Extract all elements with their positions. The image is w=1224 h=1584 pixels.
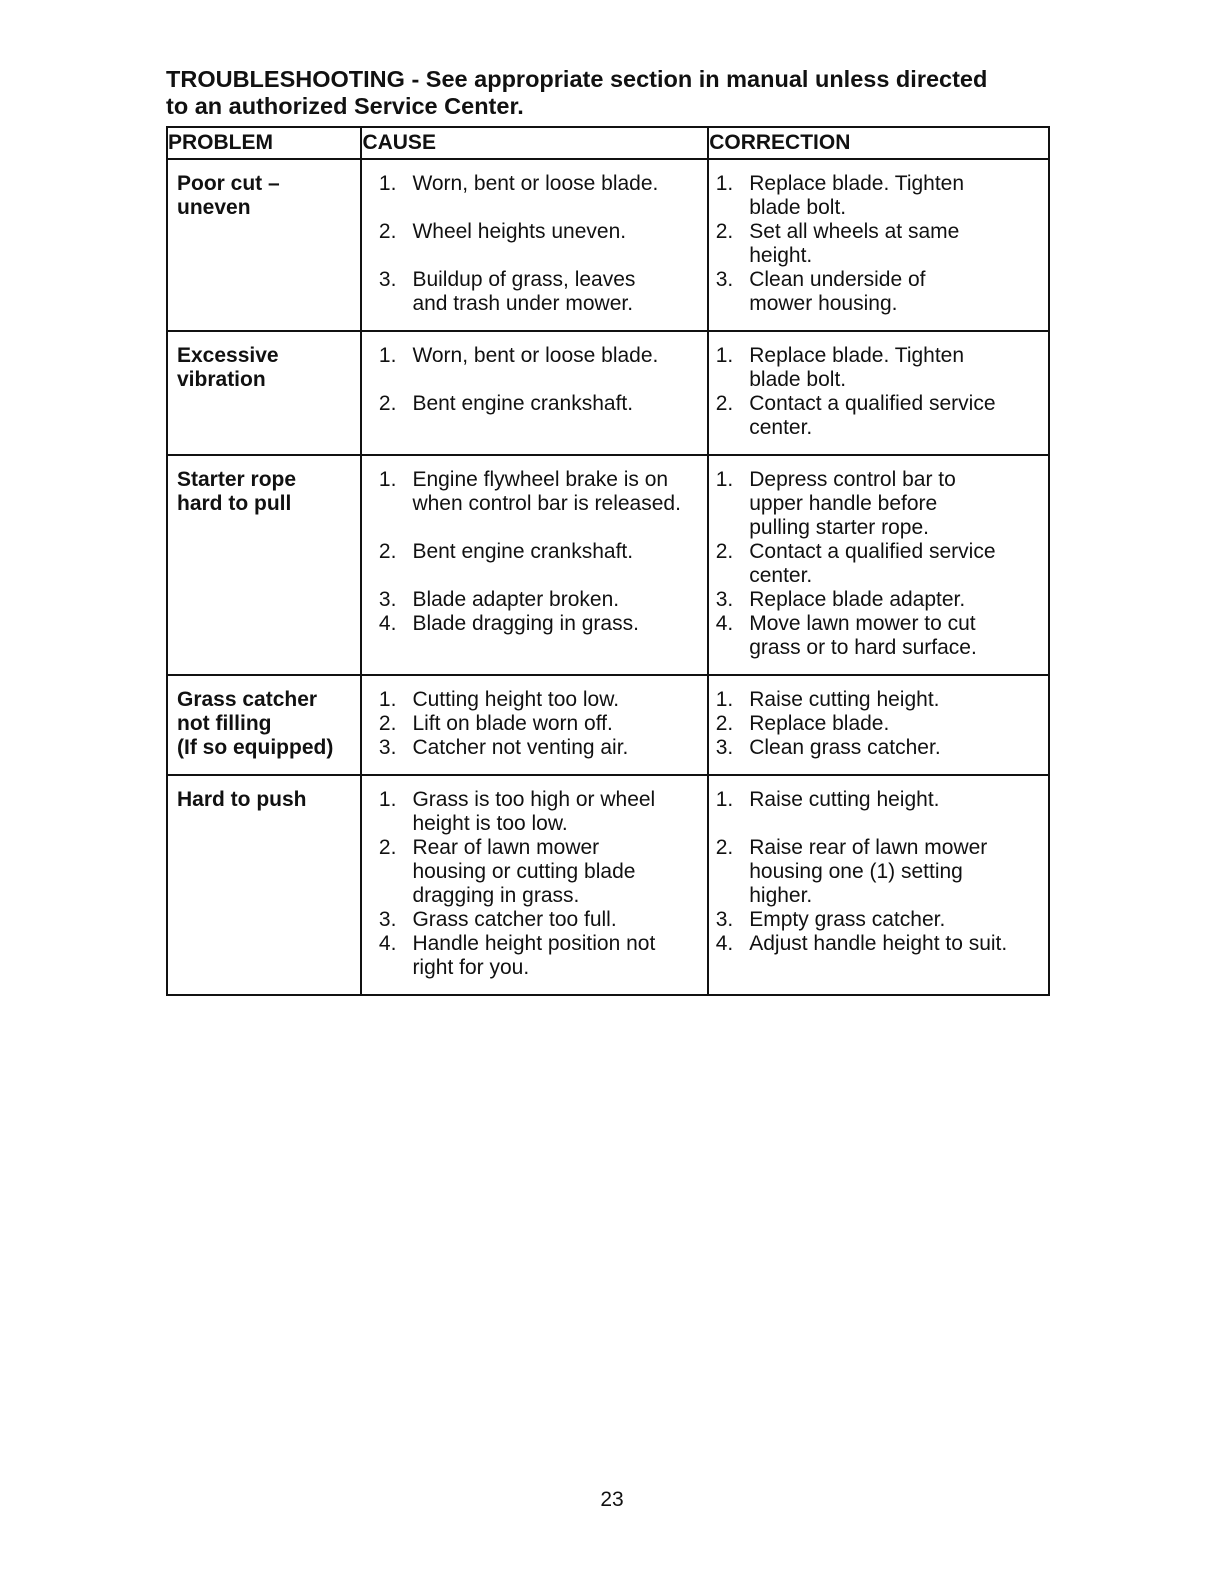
- correction-item: [709, 268, 1048, 316]
- correction-item: [709, 392, 1048, 440]
- correction-item: [709, 468, 1048, 540]
- cause-item: [362, 344, 707, 368]
- correction-cell: [708, 455, 1049, 675]
- cause-item: [362, 736, 707, 760]
- item-number: 1.: [378, 688, 397, 711]
- table-row: [167, 455, 1049, 675]
- item-text: blade bolt.: [749, 196, 847, 219]
- item-text: center.: [749, 416, 813, 439]
- cause-item: [362, 468, 707, 516]
- item-text: Catcher not venting air.: [412, 736, 629, 759]
- correction-cell: [708, 775, 1049, 995]
- item-number: 2.: [715, 392, 734, 415]
- table-header-row: [167, 127, 1049, 159]
- item-text: Handle height position not: [412, 932, 656, 955]
- item-number: 1.: [715, 172, 734, 195]
- table-row: [167, 159, 1049, 331]
- item-number: 1.: [715, 468, 734, 491]
- item-text: right for you.: [412, 956, 530, 979]
- correction-cell: [708, 675, 1049, 775]
- correction-cell: [708, 159, 1049, 331]
- cause-cell: [361, 331, 708, 455]
- correction-item: [709, 588, 1048, 612]
- item-text: when control bar is released.: [412, 492, 681, 515]
- item-number: 4.: [378, 612, 397, 635]
- item-number: 3.: [378, 588, 397, 611]
- troubleshooting-table: [166, 126, 1050, 996]
- item-text: Grass is too high or wheel: [412, 788, 656, 811]
- problem-cell: [167, 159, 361, 331]
- item-text: Contact a qualified service: [749, 392, 996, 415]
- item-text: Raise cutting height.: [749, 688, 940, 711]
- problem-label: Excessive: [177, 344, 279, 367]
- item-number: 1.: [378, 344, 397, 367]
- item-text: dragging in grass.: [412, 884, 580, 907]
- problem-label: uneven: [177, 196, 251, 219]
- problem-label: (If so equipped): [177, 736, 334, 759]
- correction-item: [709, 908, 1048, 932]
- item-number: 4.: [715, 612, 734, 635]
- item-number: 2.: [715, 712, 734, 735]
- item-number: 3.: [715, 908, 734, 931]
- item-text: housing one (1) setting: [749, 860, 963, 883]
- item-text: center.: [749, 564, 813, 587]
- problem-label: hard to pull: [177, 492, 292, 515]
- problem-cell: [167, 455, 361, 675]
- cause-item: [362, 908, 707, 932]
- item-number: 4.: [378, 932, 397, 955]
- heading-line-2: to an authorized Service Center.: [166, 93, 524, 119]
- cause-item: [362, 688, 707, 712]
- item-number: 3.: [378, 908, 397, 931]
- item-text: Raise cutting height.: [749, 788, 940, 811]
- correction-item: [709, 344, 1048, 392]
- item-text: grass or to hard surface.: [749, 636, 977, 659]
- problem-label: Grass catcher: [177, 688, 318, 711]
- item-text: Contact a qualified service: [749, 540, 996, 563]
- item-text: Buildup of grass, leaves: [412, 268, 636, 291]
- item-number: 2.: [378, 836, 397, 859]
- problem-label: Hard to push: [177, 788, 307, 811]
- item-text: Bent engine crankshaft.: [412, 540, 634, 563]
- problem-cell: [167, 675, 361, 775]
- table-row: [167, 331, 1049, 455]
- page-heading: [166, 66, 1066, 120]
- correction-item: [709, 220, 1048, 268]
- item-number: 2.: [378, 540, 397, 563]
- item-number: 2.: [378, 392, 397, 415]
- item-text: and trash under mower.: [412, 292, 634, 315]
- table-row: [167, 775, 1049, 995]
- problem-cell: [167, 331, 361, 455]
- correction-cell: [708, 331, 1049, 455]
- problem-label: Starter rope: [177, 468, 297, 491]
- item-text: Worn, bent or loose blade.: [412, 344, 659, 367]
- item-number: 2.: [378, 220, 397, 243]
- cause-item: [362, 712, 707, 736]
- item-text: Replace blade. Tighten: [749, 344, 965, 367]
- item-number: 1.: [715, 788, 734, 811]
- cause-item: [362, 932, 707, 980]
- cause-item: [362, 540, 707, 564]
- item-text: pulling starter rope.: [749, 516, 929, 539]
- header-cause: CAUSE: [361, 127, 708, 159]
- heading-line-1: TROUBLESHOOTING - See appropriate section in manual unless directed: [166, 66, 988, 92]
- item-text: Clean grass catcher.: [749, 736, 941, 759]
- cause-item: [362, 836, 707, 908]
- item-number: 2.: [378, 712, 397, 735]
- cause-item: [362, 612, 707, 636]
- item-text: Blade dragging in grass.: [412, 612, 639, 635]
- cause-item: [362, 268, 707, 316]
- item-text: Blade adapter broken.: [412, 588, 620, 611]
- item-number: 2.: [715, 836, 734, 859]
- item-text: Raise rear of lawn mower: [749, 836, 988, 859]
- item-text: Cutting height too low.: [412, 688, 620, 711]
- item-number: 3.: [715, 588, 734, 611]
- item-text: Grass catcher too full.: [412, 908, 617, 931]
- cause-item: [362, 392, 707, 416]
- item-text: blade bolt.: [749, 368, 847, 391]
- item-text: height is too low.: [412, 812, 568, 835]
- item-text: Empty grass catcher.: [749, 908, 946, 931]
- correction-item: [709, 540, 1048, 588]
- problem-cell: [167, 775, 361, 995]
- item-number: 3.: [715, 736, 734, 759]
- item-text: Rear of lawn mower: [412, 836, 600, 859]
- correction-item: [709, 836, 1048, 908]
- item-text: Replace blade. Tighten: [749, 172, 965, 195]
- item-text: Move lawn mower to cut: [749, 612, 976, 635]
- item-text: Adjust handle height to suit.: [749, 932, 1008, 955]
- item-text: Depress control bar to: [749, 468, 956, 491]
- item-number: 1.: [715, 344, 734, 367]
- header-correction: CORRECTION: [708, 127, 1049, 159]
- header-problem: PROBLEM: [167, 127, 361, 159]
- cause-cell: [361, 675, 708, 775]
- item-text: upper handle before: [749, 492, 938, 515]
- item-text: mower housing.: [749, 292, 898, 315]
- page-number: 23: [600, 1488, 624, 1511]
- item-text: Clean underside of: [749, 268, 926, 291]
- correction-item: [709, 736, 1048, 760]
- problem-label: Poor cut –: [177, 172, 280, 195]
- correction-item: [709, 688, 1048, 712]
- cause-cell: [361, 775, 708, 995]
- problem-label: not filling: [177, 712, 272, 735]
- item-text: Worn, bent or loose blade.: [412, 172, 659, 195]
- cause-cell: [361, 455, 708, 675]
- item-number: 1.: [378, 172, 397, 195]
- item-number: 4.: [715, 932, 734, 955]
- item-number: 2.: [715, 220, 734, 243]
- item-number: 1.: [715, 688, 734, 711]
- correction-item: [709, 712, 1048, 736]
- item-number: 1.: [378, 468, 397, 491]
- table-row: [167, 675, 1049, 775]
- correction-item: [709, 172, 1048, 220]
- item-text: Wheel heights uneven.: [412, 220, 627, 243]
- item-number: 3.: [378, 736, 397, 759]
- item-text: higher.: [749, 884, 813, 907]
- item-text: Set all wheels at same: [749, 220, 960, 243]
- item-number: 3.: [715, 268, 734, 291]
- cause-cell: [361, 159, 708, 331]
- item-number: 1.: [378, 788, 397, 811]
- cause-item: [362, 172, 707, 196]
- cause-item: [362, 588, 707, 612]
- correction-item: [709, 612, 1048, 660]
- cause-item: [362, 220, 707, 244]
- item-text: Bent engine crankshaft.: [412, 392, 634, 415]
- cause-item: [362, 788, 707, 836]
- correction-item: [709, 932, 1048, 956]
- item-number: 3.: [378, 268, 397, 291]
- item-text: Lift on blade worn off.: [412, 712, 613, 735]
- item-text: Engine flywheel brake is on: [412, 468, 669, 491]
- correction-item: [709, 788, 1048, 812]
- problem-label: vibration: [177, 368, 266, 391]
- item-number: 2.: [715, 540, 734, 563]
- item-text: housing or cutting blade: [412, 860, 636, 883]
- item-text: Replace blade.: [749, 712, 890, 735]
- item-text: height.: [749, 244, 813, 267]
- item-text: Replace blade adapter.: [749, 588, 966, 611]
